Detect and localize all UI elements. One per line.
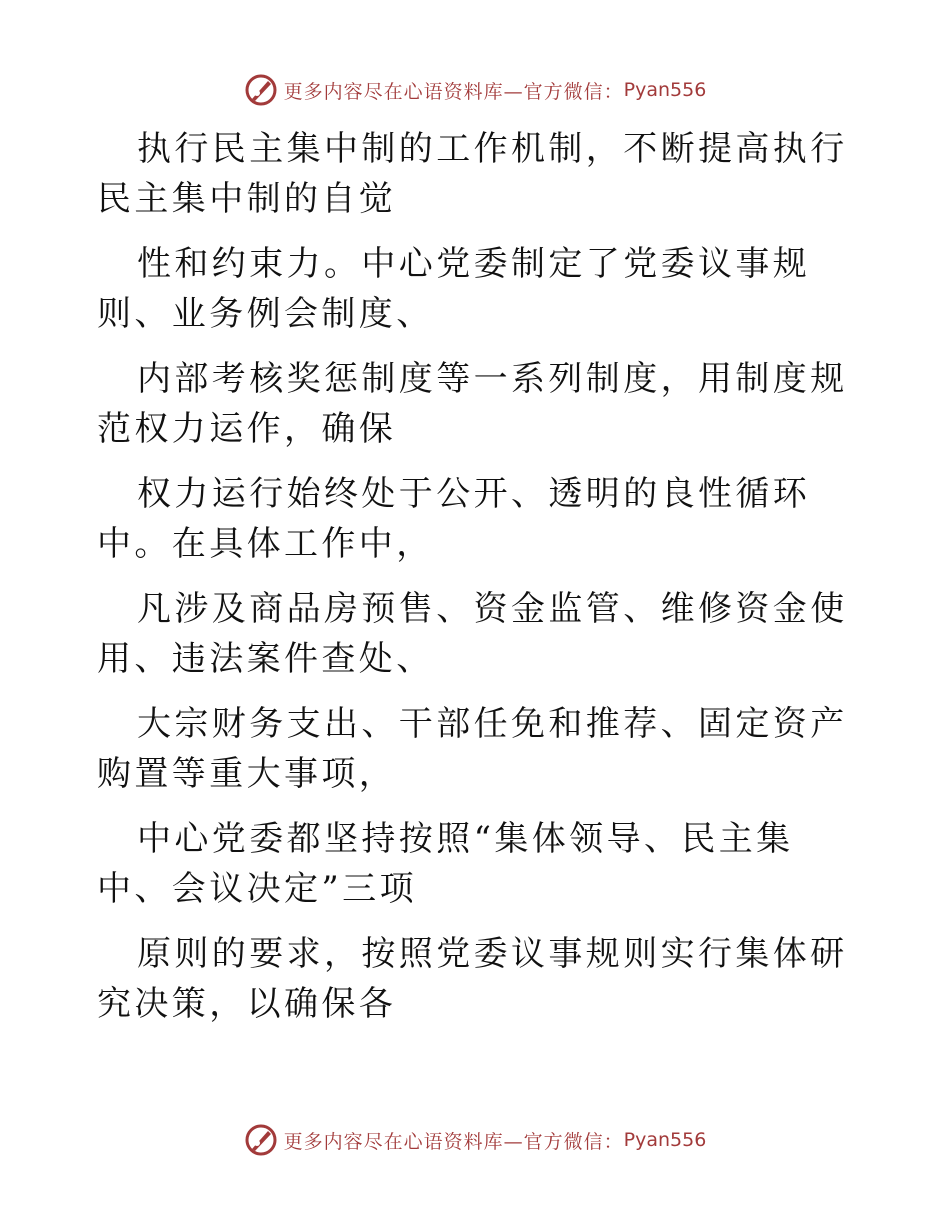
- header-contact: Pyan556: [623, 79, 707, 101]
- quill-seal-icon: [244, 73, 278, 107]
- header-banner: [0, 70, 950, 110]
- quill-seal-icon: [244, 1123, 278, 1157]
- paragraph: 原则的要求，按照党委议事规则实行集体研究决策，以确保各: [97, 934, 848, 1024]
- paragraph: 执行民主集中制的工作机制，不断提高执行民主集中制的自觉: [97, 129, 848, 219]
- footer-banner: [0, 1120, 950, 1160]
- paragraph: 中心党委都坚持按照“集体领导、民主集中、会议决定”三项: [97, 819, 794, 909]
- paragraph: 内部考核奖惩制度等一系列制度，用制度规范权力运作，确保: [97, 359, 848, 449]
- paragraph: 凡涉及商品房预售、资金监管、维修资金使用、违法案件查处、: [97, 589, 848, 679]
- header-banner-text: 更多内容尽在心语资料库—官方微信：: [283, 80, 624, 103]
- document-body: [97, 124, 857, 1044]
- paragraph: 权力运行始终处于公开、透明的良性循环中。在具体工作中，: [97, 474, 811, 564]
- footer-banner-text: 更多内容尽在心语资料库—官方微信：: [283, 1130, 624, 1153]
- footer-contact: Pyan556: [623, 1129, 707, 1151]
- paragraph: 大宗财务支出、干部任免和推荐、固定资产购置等重大事项，: [97, 704, 848, 794]
- paragraph: 性和约束力。中心党委制定了党委议事规则、业务例会制度、: [97, 244, 811, 334]
